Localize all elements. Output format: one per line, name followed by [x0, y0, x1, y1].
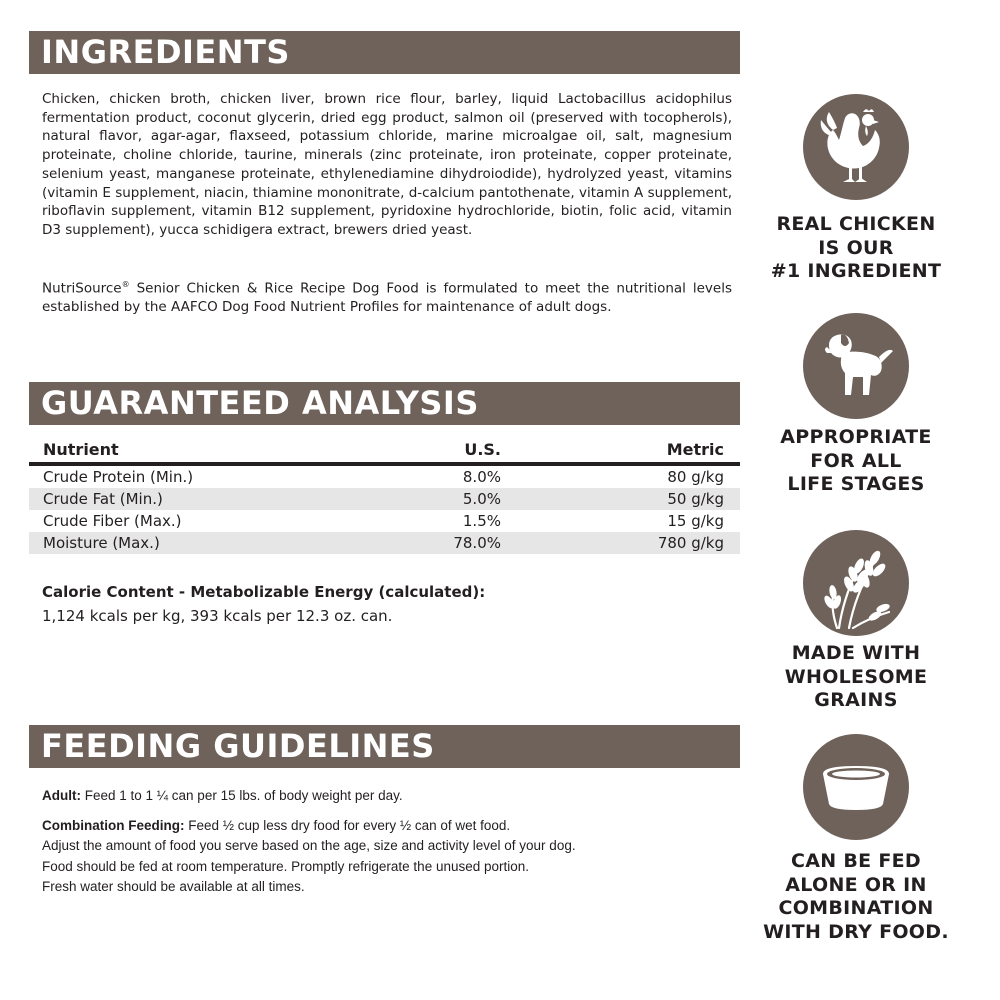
brand-name: NutriSource [42, 280, 122, 297]
nutrient-name: Moisture (Max.) [43, 534, 160, 552]
nutrient-us: 5.0% [462, 490, 501, 508]
claim-line: LIFE STAGES [787, 473, 925, 495]
ingredients-list: Chicken, chicken broth, chicken liver, brown rice flour, barley, liquid Lactobacillus acidophilus fermentation product, coconut glycerin, dried egg product, salmon oil (preserved with tocopherols), natural flavor, agar-agar, flaxseed, potassium chloride, marine microalgae oil, salt, magnesium proteinate, choline chloride, taurine, minerals (zinc proteinate, iron proteinate, copper proteinate, selenium yeast, manganese proteinate, ethylenediamine dihydroiodide), hydrolyzed yeast, vitamins (vitamin E supplement, niacin, thiamine mononitrate, d-calcium pantothenate, vitamin A supplement, riboflavin supplement, vitamin B12 supplement, pyridoxine hydrochloride, biotin, folic acid, vitamin D3 supplement), yucca schidigera extract, brewers dried yeast. [42, 91, 732, 238]
nutrient-name: Crude Fat (Min.) [43, 490, 163, 508]
claim-line: MADE WITH [791, 642, 921, 664]
claim-line: WHOLESOME [784, 665, 928, 688]
claim-combination-feeding [746, 850, 966, 944]
nutrient-metric: 780 g/kg [657, 534, 724, 552]
feeding-combination [42, 816, 742, 897]
feeding-adult [42, 786, 742, 806]
adjust-line: Adjust the amount of food you serve based on the age, size and activity level of your dog. [42, 838, 576, 854]
water-line: Fresh water should be available at all times. [42, 878, 305, 894]
claim-life-stages [746, 426, 966, 497]
table-header [29, 438, 740, 466]
guaranteed-analysis-heading: GUARANTEED ANALYSIS [29, 382, 740, 425]
table-row [29, 488, 740, 510]
claim-line: FOR ALL [810, 449, 902, 472]
nutrient-metric: 80 g/kg [667, 468, 724, 486]
claim-line: APPROPRIATE [780, 426, 932, 448]
claim-real-chicken [746, 213, 966, 284]
calorie-content-value: 1,124 kcals per kg, 393 kcals per 12.3 oz. can. [42, 607, 393, 625]
nutrient-name: Crude Protein (Min.) [43, 468, 194, 486]
nutrient-metric: 15 g/kg [667, 512, 724, 530]
puppy-icon [803, 313, 909, 419]
adult-label: Adult: [42, 788, 81, 803]
combination-line [42, 816, 742, 836]
combination-text: Feed ½ cup less dry food for every ½ can of wet food. [184, 818, 511, 833]
adult-text: Feed 1 to 1 ¼ can per 15 lbs. of body weight per day. [80, 788, 403, 803]
column-nutrient: Nutrient [43, 440, 119, 459]
claim-line: ALONE OR IN [785, 873, 927, 896]
claim-line: WITH DRY FOOD. [763, 920, 949, 943]
feeding-guidelines-heading: FEEDING GUIDELINES [29, 725, 740, 768]
nutrient-us: 8.0% [462, 468, 501, 486]
aafco-statement-text: Senior Chicken & Rice Recipe Dog Food is formulated to meet the nutritional levels established by the AAFCO Dog Food Nutrient Profiles for maintenance of adult dogs. [42, 280, 732, 316]
table-row [29, 510, 740, 532]
nutrient-us: 78.0% [453, 534, 501, 552]
aafco-statement [42, 276, 732, 317]
combination-label: Combination Feeding: [42, 818, 185, 833]
claim-line: IS OUR [818, 236, 894, 259]
claim-line: COMBINATION [778, 897, 934, 919]
temperature-line: Food should be fed at room temperature. Promptly refrigerate the unused portion. [42, 858, 530, 874]
chicken-icon [803, 94, 909, 200]
food-bowl-icon [803, 734, 909, 840]
claim-line: REAL CHICKEN [776, 213, 936, 235]
wheat-icon [803, 530, 909, 636]
column-us: U.S. [464, 440, 501, 459]
claim-line: #1 INGREDIENT [770, 260, 942, 282]
guaranteed-analysis-table [29, 438, 740, 554]
nutrient-name: Crude Fiber (Max.) [43, 512, 182, 530]
registered-mark: ® [121, 280, 130, 289]
table-row [29, 466, 740, 488]
column-metric: Metric [666, 440, 724, 459]
nutrient-metric: 50 g/kg [667, 490, 724, 508]
nutrient-us: 1.5% [462, 512, 501, 530]
claim-line: GRAINS [814, 689, 898, 711]
table-row [29, 532, 740, 554]
claim-wholesome-grains [746, 642, 966, 713]
calorie-content-title: Calorie Content - Metabolizable Energy (calculated): [42, 583, 486, 601]
ingredients-heading: INGREDIENTS [29, 31, 740, 74]
claim-line: CAN BE FED [791, 850, 921, 872]
